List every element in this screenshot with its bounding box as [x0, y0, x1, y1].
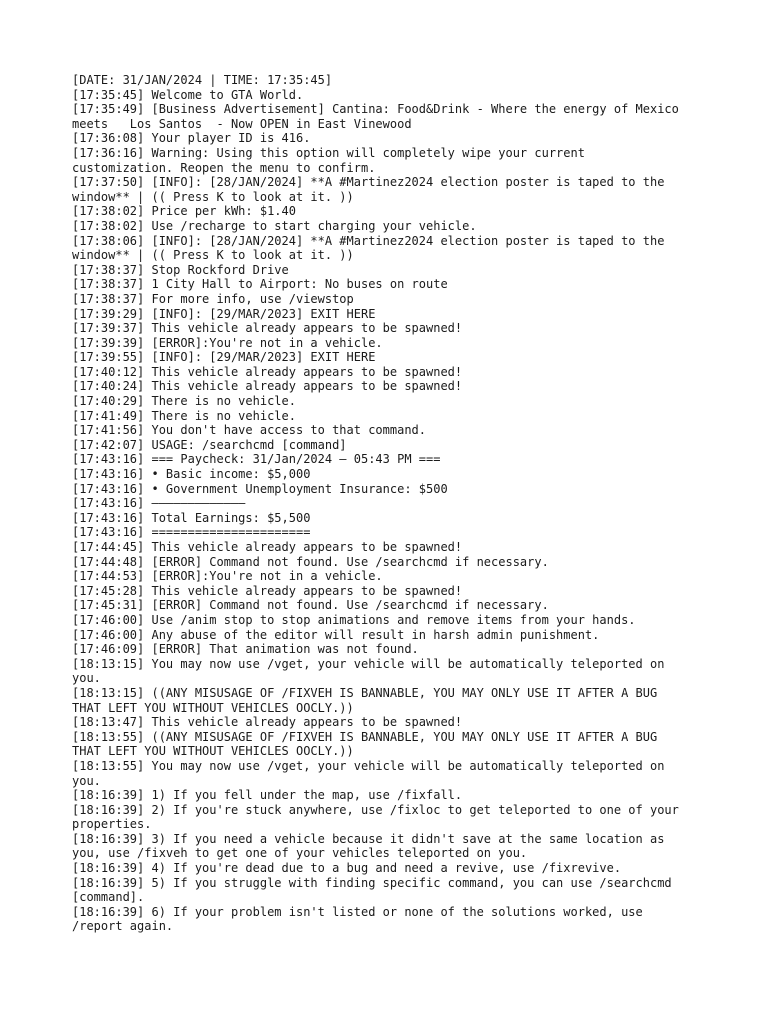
chat-log-line: [17:35:45] Welcome to GTA World. — [72, 87, 304, 102]
chat-log-line: [17:41:56] You don't have access to that command. — [72, 423, 427, 438]
chat-log-line: [17:43:16] === Paycheck: 31/Jan/2024 — 05:43 PM === — [72, 452, 441, 467]
chat-log-line: [18:13:15] ((ANY MISUSAGE OF /FIXVEH IS BANNABLE, YOU MAY ONLY USE IT AFTER A BUG THAT LEFT YOU WITHOUT VEHICLES OOCLY.)) — [72, 685, 665, 715]
chat-log-line: [17:46:09] [ERROR] That animation was not found. — [72, 642, 419, 657]
chat-log-line: [17:39:55] [INFO]: [29/MAR/2023] EXIT HERE — [72, 350, 376, 365]
chat-log-line: [17:38:37] 1 City Hall to Airport: No buses on route — [72, 277, 448, 292]
chat-log-line: [18:16:39] 6) If your problem isn't listed or none of the solutions worked, use /report again. — [72, 904, 650, 934]
chat-log-line: [17:43:16] ————————————— — [72, 496, 246, 511]
chat-log-line: [17:41:49] There is no vehicle. — [72, 408, 296, 423]
chat-log-line: [18:16:39] 1) If you fell under the map, use /fixfall. — [72, 788, 463, 803]
chat-log-line: [17:46:00] Use /anim stop to stop animations and remove items from your hands. — [72, 612, 636, 627]
chat-log-line: [DATE: 31/JAN/2024 | TIME: 17:35:45] — [72, 73, 333, 87]
chat-log-line: [18:13:47] This vehicle already appears to be spawned! — [72, 715, 463, 730]
chat-log-line: [17:45:31] [ERROR] Command not found. Use /searchcmd if necessary. — [72, 598, 549, 613]
chat-log — [72, 73, 692, 934]
chat-log-line: [17:39:39] [ERROR]:You're not in a vehicle. — [72, 335, 383, 350]
chat-log-line: [17:46:00] Any abuse of the editor will result in harsh admin punishment. — [72, 627, 600, 642]
chat-log-line: [18:16:39] 3) If you need a vehicle because it didn't save at the same location as you, use /fixveh to get one of your vehicles teleported on you. — [72, 831, 672, 861]
chat-log-line: [18:13:55] ((ANY MISUSAGE OF /FIXVEH IS BANNABLE, YOU MAY ONLY USE IT AFTER A BUG THAT LEFT YOU WITHOUT VEHICLES OOCLY.)) — [72, 729, 665, 759]
chat-log-line: [17:44:53] [ERROR]:You're not in a vehicle. — [72, 569, 383, 584]
chat-log-line: [17:35:49] [Business Advertisement] Cantina: Food&Drink - Where the energy of Mexico meets Los Santos - Now OPEN in East Vinewood — [72, 102, 687, 131]
chat-log-line: [18:13:55] You may now use /vget, your vehicle will be automatically teleported on you. — [72, 758, 672, 788]
chat-log-line: [17:40:24] This vehicle already appears to be spawned! — [72, 379, 463, 394]
chat-log-line: [17:39:29] [INFO]: [29/MAR/2023] EXIT HERE — [72, 306, 376, 321]
chat-log-line: [17:38:06] [INFO]: [28/JAN/2024] **A #Martinez2024 election poster is taped to the window** | (( Press K to look at it. )) — [72, 233, 672, 263]
chat-log-line: [17:43:16] Total Earnings: $5,500 — [72, 510, 311, 525]
chat-log-line: [17:38:37] For more info, use /viewstop — [72, 291, 354, 306]
chat-log-line: [18:16:39] 4) If you're dead due to a bug and need a revive, use /fixrevive. — [72, 861, 622, 876]
chat-log-line: [17:44:48] [ERROR] Command not found. Use /searchcmd if necessary. — [72, 554, 549, 569]
chat-log-line: [17:36:16] Warning: Using this option will completely wipe your current customization. Reopen the menu to confirm. — [72, 145, 593, 175]
chat-log-line: [17:43:16] • Government Unemployment Insurance: $500 — [72, 481, 448, 496]
chat-log-line: [17:36:08] Your player ID is 416. — [72, 131, 311, 146]
chat-log-line: [18:13:15] You may now use /vget, your vehicle will be automatically teleported on you. — [72, 656, 672, 686]
chat-log-line: [17:45:28] This vehicle already appears to be spawned! — [72, 583, 463, 598]
chat-log-line: [18:16:39] 5) If you struggle with finding specific command, you can use /searchcmd [command]. — [72, 875, 679, 905]
chat-log-line: [17:37:50] [INFO]: [28/JAN/2024] **A #Martinez2024 election poster is taped to the window** | (( Press K to look at it. )) — [72, 175, 672, 204]
chat-log-line: [17:39:37] This vehicle already appears to be spawned! — [72, 321, 463, 336]
chat-log-line: [17:38:02] Use /recharge to start charging your vehicle. — [72, 218, 477, 233]
chat-log-line: [17:44:45] This vehicle already appears to be spawned! — [72, 540, 463, 554]
chat-log-line: [18:16:39] 2) If you're stuck anywhere, use /fixloc to get teleported to one of your properties. — [72, 802, 687, 832]
chat-log-line: [17:38:37] Stop Rockford Drive — [72, 262, 289, 277]
chat-log-line: [17:42:07] USAGE: /searchcmd [command] — [72, 437, 347, 452]
chat-log-line: [17:40:12] This vehicle already appears to be spawned! — [72, 364, 463, 379]
chat-log-line: [17:43:16] • Basic income: $5,000 — [72, 467, 311, 482]
chat-log-line: [17:43:16] ====================== — [72, 525, 311, 540]
chat-log-line: [17:38:02] Price per kWh: $1.40 — [72, 204, 296, 219]
chat-log-line: [17:40:29] There is no vehicle. — [72, 394, 296, 409]
